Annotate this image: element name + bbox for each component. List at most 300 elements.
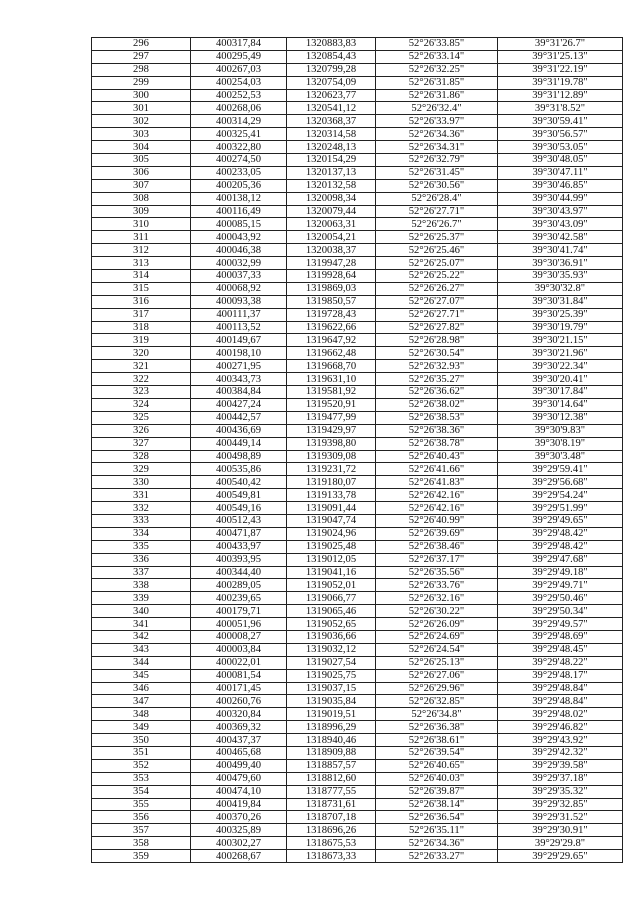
point-number-cell: 349	[92, 721, 191, 734]
point-number-cell: 298	[92, 63, 191, 76]
y-coordinate-cell: 1320038,37	[287, 244, 376, 257]
y-coordinate-cell: 1319019,51	[287, 708, 376, 721]
table-row	[92, 192, 623, 205]
point-number-cell: 320	[92, 347, 191, 360]
longitude-cell: 39°30'36.91"	[498, 257, 623, 270]
y-coordinate-cell: 1319869,03	[287, 282, 376, 295]
longitude-cell: 39°29'48.22"	[498, 656, 623, 669]
point-number-cell: 321	[92, 360, 191, 373]
longitude-cell: 39°30'21.15"	[498, 334, 623, 347]
x-coordinate-cell: 400498,89	[191, 450, 287, 463]
x-coordinate-cell: 400465,68	[191, 746, 287, 759]
table-row	[92, 270, 623, 283]
table-row	[92, 295, 623, 308]
x-coordinate-cell: 400022,01	[191, 656, 287, 669]
point-number-cell: 324	[92, 398, 191, 411]
table-row	[92, 527, 623, 540]
x-coordinate-cell: 400085,15	[191, 218, 287, 231]
point-number-cell: 353	[92, 772, 191, 785]
latitude-cell: 52°26'26.7"	[376, 218, 498, 231]
point-number-cell: 340	[92, 605, 191, 618]
y-coordinate-cell: 1320063,31	[287, 218, 376, 231]
y-coordinate-cell: 1318707,18	[287, 811, 376, 824]
x-coordinate-cell: 400008,27	[191, 630, 287, 643]
longitude-cell: 39°29'48.84"	[498, 695, 623, 708]
point-number-cell: 322	[92, 373, 191, 386]
longitude-cell: 39°29'48.17"	[498, 669, 623, 682]
longitude-cell: 39°30'14.64"	[498, 398, 623, 411]
table-row	[92, 772, 623, 785]
longitude-cell: 39°30'41.74"	[498, 244, 623, 257]
y-coordinate-cell: 1319052,65	[287, 618, 376, 631]
point-number-cell: 315	[92, 282, 191, 295]
point-number-cell: 348	[92, 708, 191, 721]
y-coordinate-cell: 1319035,84	[287, 695, 376, 708]
point-number-cell: 327	[92, 437, 191, 450]
longitude-cell: 39°29'49.57"	[498, 618, 623, 631]
longitude-cell: 39°29'29.65"	[498, 850, 623, 863]
latitude-cell: 52°26'29.96"	[376, 682, 498, 695]
table-row	[92, 579, 623, 592]
point-number-cell: 346	[92, 682, 191, 695]
x-coordinate-cell: 400274,50	[191, 154, 287, 167]
point-number-cell: 336	[92, 553, 191, 566]
longitude-cell: 39°29'48.84"	[498, 682, 623, 695]
latitude-cell: 52°26'33.76"	[376, 579, 498, 592]
latitude-cell: 52°26'41.83"	[376, 476, 498, 489]
longitude-cell: 39°30'19.79"	[498, 321, 623, 334]
latitude-cell: 52°26'40.43"	[376, 450, 498, 463]
point-number-cell: 309	[92, 205, 191, 218]
x-coordinate-cell: 400003,84	[191, 643, 287, 656]
latitude-cell: 52°26'36.54"	[376, 811, 498, 824]
latitude-cell: 52°26'38.61"	[376, 734, 498, 747]
latitude-cell: 52°26'35.27"	[376, 373, 498, 386]
x-coordinate-cell: 400393,95	[191, 553, 287, 566]
longitude-cell: 39°30'43.97"	[498, 205, 623, 218]
latitude-cell: 52°26'34.31"	[376, 141, 498, 154]
longitude-cell: 39°29'48.42"	[498, 527, 623, 540]
y-coordinate-cell: 1319231,72	[287, 463, 376, 476]
point-number-cell: 317	[92, 308, 191, 321]
x-coordinate-cell: 400302,27	[191, 837, 287, 850]
point-number-cell: 299	[92, 76, 191, 89]
longitude-cell: 39°29'42.32"	[498, 746, 623, 759]
x-coordinate-cell: 400549,16	[191, 502, 287, 515]
latitude-cell: 52°26'25.46"	[376, 244, 498, 257]
point-number-cell: 307	[92, 179, 191, 192]
latitude-cell: 52°26'41.66"	[376, 463, 498, 476]
table-row	[92, 424, 623, 437]
x-coordinate-cell: 400271,95	[191, 360, 287, 373]
point-number-cell: 358	[92, 837, 191, 850]
longitude-cell: 39°29'54.24"	[498, 489, 623, 502]
point-number-cell: 350	[92, 734, 191, 747]
table-row	[92, 605, 623, 618]
coordinates-table-body	[92, 38, 623, 863]
table-row	[92, 205, 623, 218]
y-coordinate-cell: 1320754,09	[287, 76, 376, 89]
table-row	[92, 618, 623, 631]
point-number-cell: 344	[92, 656, 191, 669]
longitude-cell: 39°31'22.19"	[498, 63, 623, 76]
longitude-cell: 39°29'35.32"	[498, 785, 623, 798]
x-coordinate-cell: 400325,41	[191, 128, 287, 141]
table-row	[92, 282, 623, 295]
x-coordinate-cell: 400436,69	[191, 424, 287, 437]
x-coordinate-cell: 400322,80	[191, 141, 287, 154]
longitude-cell: 39°30'17.84"	[498, 386, 623, 399]
y-coordinate-cell: 1320132,58	[287, 179, 376, 192]
point-number-cell: 347	[92, 695, 191, 708]
table-row	[92, 231, 623, 244]
longitude-cell: 39°30'46.85"	[498, 179, 623, 192]
y-coordinate-cell: 1320314,58	[287, 128, 376, 141]
y-coordinate-cell: 1319025,48	[287, 540, 376, 553]
y-coordinate-cell: 1319429,97	[287, 424, 376, 437]
latitude-cell: 52°26'27.71"	[376, 205, 498, 218]
y-coordinate-cell: 1319850,57	[287, 295, 376, 308]
latitude-cell: 52°26'39.87"	[376, 785, 498, 798]
table-row	[92, 630, 623, 643]
latitude-cell: 52°26'30.56"	[376, 179, 498, 192]
y-coordinate-cell: 1319036,66	[287, 630, 376, 643]
table-row	[92, 695, 623, 708]
x-coordinate-cell: 400239,65	[191, 592, 287, 605]
table-row	[92, 154, 623, 167]
y-coordinate-cell: 1319581,92	[287, 386, 376, 399]
longitude-cell: 39°30'56.57"	[498, 128, 623, 141]
table-row	[92, 502, 623, 515]
longitude-cell: 39°30'8.19"	[498, 437, 623, 450]
point-number-cell: 356	[92, 811, 191, 824]
point-number-cell: 339	[92, 592, 191, 605]
longitude-cell: 39°29'37.18"	[498, 772, 623, 785]
latitude-cell: 52°26'38.02"	[376, 398, 498, 411]
table-row	[92, 89, 623, 102]
y-coordinate-cell: 1319631,10	[287, 373, 376, 386]
y-coordinate-cell: 1319520,91	[287, 398, 376, 411]
table-row	[92, 115, 623, 128]
longitude-cell: 39°29'49.18"	[498, 566, 623, 579]
latitude-cell: 52°26'32.16"	[376, 592, 498, 605]
latitude-cell: 52°26'38.36"	[376, 424, 498, 437]
y-coordinate-cell: 1318940,46	[287, 734, 376, 747]
point-number-cell: 311	[92, 231, 191, 244]
longitude-cell: 39°31'8.52"	[498, 102, 623, 115]
y-coordinate-cell: 1319662,48	[287, 347, 376, 360]
longitude-cell: 39°29'48.45"	[498, 643, 623, 656]
x-coordinate-cell: 400081,54	[191, 669, 287, 682]
latitude-cell: 52°26'26.27"	[376, 282, 498, 295]
point-number-cell: 351	[92, 746, 191, 759]
point-number-cell: 332	[92, 502, 191, 515]
table-row	[92, 682, 623, 695]
y-coordinate-cell: 1319398,80	[287, 437, 376, 450]
x-coordinate-cell: 400032,99	[191, 257, 287, 270]
y-coordinate-cell: 1319037,15	[287, 682, 376, 695]
x-coordinate-cell: 400198,10	[191, 347, 287, 360]
x-coordinate-cell: 400233,05	[191, 166, 287, 179]
x-coordinate-cell: 400149,67	[191, 334, 287, 347]
latitude-cell: 52°26'40.65"	[376, 759, 498, 772]
point-number-cell: 313	[92, 257, 191, 270]
longitude-cell: 39°30'12.38"	[498, 411, 623, 424]
x-coordinate-cell: 400479,60	[191, 772, 287, 785]
table-row	[92, 102, 623, 115]
latitude-cell: 52°26'35.56"	[376, 566, 498, 579]
point-number-cell: 305	[92, 154, 191, 167]
table-row	[92, 489, 623, 502]
y-coordinate-cell: 1318731,61	[287, 798, 376, 811]
latitude-cell: 52°26'33.85"	[376, 38, 498, 51]
longitude-cell: 39°30'22.34"	[498, 360, 623, 373]
y-coordinate-cell: 1320098,34	[287, 192, 376, 205]
point-number-cell: 314	[92, 270, 191, 283]
table-row	[92, 514, 623, 527]
point-number-cell: 296	[92, 38, 191, 51]
table-row	[92, 708, 623, 721]
x-coordinate-cell: 400116,49	[191, 205, 287, 218]
latitude-cell: 52°26'30.22"	[376, 605, 498, 618]
longitude-cell: 39°29'47.68"	[498, 553, 623, 566]
y-coordinate-cell: 1319025,75	[287, 669, 376, 682]
point-number-cell: 326	[92, 424, 191, 437]
latitude-cell: 52°26'24.54"	[376, 643, 498, 656]
latitude-cell: 52°26'32.93"	[376, 360, 498, 373]
y-coordinate-cell: 1318996,29	[287, 721, 376, 734]
table-row	[92, 38, 623, 51]
table-row	[92, 837, 623, 850]
x-coordinate-cell: 400344,40	[191, 566, 287, 579]
y-coordinate-cell: 1319032,12	[287, 643, 376, 656]
point-number-cell: 357	[92, 824, 191, 837]
table-row	[92, 141, 623, 154]
longitude-cell: 39°29'59.41"	[498, 463, 623, 476]
x-coordinate-cell: 400325,89	[191, 824, 287, 837]
table-row	[92, 476, 623, 489]
table-row	[92, 50, 623, 63]
y-coordinate-cell: 1320079,44	[287, 205, 376, 218]
table-row	[92, 566, 623, 579]
table-row	[92, 373, 623, 386]
point-number-cell: 359	[92, 850, 191, 863]
table-row	[92, 386, 623, 399]
x-coordinate-cell: 400370,26	[191, 811, 287, 824]
x-coordinate-cell: 400093,38	[191, 295, 287, 308]
table-row	[92, 128, 623, 141]
y-coordinate-cell: 1319622,66	[287, 321, 376, 334]
x-coordinate-cell: 400068,92	[191, 282, 287, 295]
latitude-cell: 52°26'30.54"	[376, 347, 498, 360]
x-coordinate-cell: 400267,03	[191, 63, 287, 76]
table-row	[92, 179, 623, 192]
longitude-cell: 39°31'12.89"	[498, 89, 623, 102]
table-row	[92, 308, 623, 321]
latitude-cell: 52°26'42.16"	[376, 489, 498, 502]
x-coordinate-cell: 400289,05	[191, 579, 287, 592]
x-coordinate-cell: 400314,29	[191, 115, 287, 128]
point-number-cell: 355	[92, 798, 191, 811]
latitude-cell: 52°26'31.86"	[376, 89, 498, 102]
latitude-cell: 52°26'27.71"	[376, 308, 498, 321]
point-number-cell: 338	[92, 579, 191, 592]
y-coordinate-cell: 1319024,96	[287, 527, 376, 540]
point-number-cell: 334	[92, 527, 191, 540]
y-coordinate-cell: 1320623,77	[287, 89, 376, 102]
longitude-cell: 39°31'26.7"	[498, 38, 623, 51]
point-number-cell: 343	[92, 643, 191, 656]
table-row	[92, 334, 623, 347]
y-coordinate-cell: 1319041,16	[287, 566, 376, 579]
x-coordinate-cell: 400512,43	[191, 514, 287, 527]
latitude-cell: 52°26'28.4"	[376, 192, 498, 205]
table-row	[92, 321, 623, 334]
latitude-cell: 52°26'42.16"	[376, 502, 498, 515]
y-coordinate-cell: 1319728,43	[287, 308, 376, 321]
y-coordinate-cell: 1320368,37	[287, 115, 376, 128]
point-number-cell: 345	[92, 669, 191, 682]
latitude-cell: 52°26'27.06"	[376, 669, 498, 682]
latitude-cell: 52°26'34.36"	[376, 837, 498, 850]
latitude-cell: 52°26'38.14"	[376, 798, 498, 811]
table-row	[92, 540, 623, 553]
longitude-cell: 39°29'48.69"	[498, 630, 623, 643]
longitude-cell: 39°29'48.42"	[498, 540, 623, 553]
y-coordinate-cell: 1319066,77	[287, 592, 376, 605]
latitude-cell: 52°26'25.13"	[376, 656, 498, 669]
longitude-cell: 39°31'25.13"	[498, 50, 623, 63]
longitude-cell: 39°30'31.84"	[498, 295, 623, 308]
x-coordinate-cell: 400369,32	[191, 721, 287, 734]
y-coordinate-cell: 1319309,08	[287, 450, 376, 463]
x-coordinate-cell: 400442,57	[191, 411, 287, 424]
latitude-cell: 52°26'28.98"	[376, 334, 498, 347]
y-coordinate-cell: 1318777,55	[287, 785, 376, 798]
table-row	[92, 76, 623, 89]
latitude-cell: 52°26'39.69"	[376, 527, 498, 540]
table-row	[92, 398, 623, 411]
table-row	[92, 824, 623, 837]
x-coordinate-cell: 400171,45	[191, 682, 287, 695]
y-coordinate-cell: 1319012,05	[287, 553, 376, 566]
latitude-cell: 52°26'25.37"	[376, 231, 498, 244]
y-coordinate-cell: 1319668,70	[287, 360, 376, 373]
longitude-cell: 39°29'49.71"	[498, 579, 623, 592]
table-row	[92, 643, 623, 656]
table-row	[92, 553, 623, 566]
table-row	[92, 811, 623, 824]
point-number-cell: 319	[92, 334, 191, 347]
x-coordinate-cell: 400535,86	[191, 463, 287, 476]
x-coordinate-cell: 400260,76	[191, 695, 287, 708]
x-coordinate-cell: 400179,71	[191, 605, 287, 618]
latitude-cell: 52°26'36.62"	[376, 386, 498, 399]
longitude-cell: 39°31'19.78"	[498, 76, 623, 89]
point-number-cell: 329	[92, 463, 191, 476]
y-coordinate-cell: 1318673,33	[287, 850, 376, 863]
table-row	[92, 450, 623, 463]
x-coordinate-cell: 400268,67	[191, 850, 287, 863]
latitude-cell: 52°26'31.85"	[376, 76, 498, 89]
latitude-cell: 52°26'26.09"	[376, 618, 498, 631]
longitude-cell: 39°29'29.8"	[498, 837, 623, 850]
latitude-cell: 52°26'38.53"	[376, 411, 498, 424]
y-coordinate-cell: 1319027,54	[287, 656, 376, 669]
x-coordinate-cell: 400320,84	[191, 708, 287, 721]
longitude-cell: 39°30'20.41"	[498, 373, 623, 386]
y-coordinate-cell: 1320541,12	[287, 102, 376, 115]
longitude-cell: 39°30'44.99"	[498, 192, 623, 205]
y-coordinate-cell: 1319947,28	[287, 257, 376, 270]
y-coordinate-cell: 1319047,74	[287, 514, 376, 527]
longitude-cell: 39°29'51.99"	[498, 502, 623, 515]
x-coordinate-cell: 400037,33	[191, 270, 287, 283]
longitude-cell: 39°30'32.8"	[498, 282, 623, 295]
y-coordinate-cell: 1318696,26	[287, 824, 376, 837]
latitude-cell: 52°26'25.22"	[376, 270, 498, 283]
table-row	[92, 798, 623, 811]
y-coordinate-cell: 1318812,60	[287, 772, 376, 785]
x-coordinate-cell: 400138,12	[191, 192, 287, 205]
x-coordinate-cell: 400384,84	[191, 386, 287, 399]
x-coordinate-cell: 400111,37	[191, 308, 287, 321]
y-coordinate-cell: 1320054,21	[287, 231, 376, 244]
x-coordinate-cell: 400343,73	[191, 373, 287, 386]
table-row	[92, 850, 623, 863]
y-coordinate-cell: 1319647,92	[287, 334, 376, 347]
latitude-cell: 52°26'40.99"	[376, 514, 498, 527]
y-coordinate-cell: 1318675,53	[287, 837, 376, 850]
longitude-cell: 39°30'9.83"	[498, 424, 623, 437]
x-coordinate-cell: 400317,84	[191, 38, 287, 51]
y-coordinate-cell: 1318857,57	[287, 759, 376, 772]
longitude-cell: 39°30'47.11"	[498, 166, 623, 179]
longitude-cell: 39°30'25.39"	[498, 308, 623, 321]
y-coordinate-cell: 1319180,07	[287, 476, 376, 489]
latitude-cell: 52°26'37.17"	[376, 553, 498, 566]
table-row	[92, 411, 623, 424]
x-coordinate-cell: 400433,97	[191, 540, 287, 553]
latitude-cell: 52°26'32.25"	[376, 63, 498, 76]
longitude-cell: 39°29'56.68"	[498, 476, 623, 489]
longitude-cell: 39°30'35.93"	[498, 270, 623, 283]
point-number-cell: 331	[92, 489, 191, 502]
y-coordinate-cell: 1320154,29	[287, 154, 376, 167]
latitude-cell: 52°26'33.14"	[376, 50, 498, 63]
longitude-cell: 39°29'49.65"	[498, 514, 623, 527]
x-coordinate-cell: 400051,96	[191, 618, 287, 631]
x-coordinate-cell: 400471,87	[191, 527, 287, 540]
y-coordinate-cell: 1319133,78	[287, 489, 376, 502]
longitude-cell: 39°30'3.48"	[498, 450, 623, 463]
latitude-cell: 52°26'39.54"	[376, 746, 498, 759]
y-coordinate-cell: 1320137,13	[287, 166, 376, 179]
point-number-cell: 318	[92, 321, 191, 334]
longitude-cell: 39°30'21.96"	[498, 347, 623, 360]
latitude-cell: 52°26'24.69"	[376, 630, 498, 643]
point-number-cell: 303	[92, 128, 191, 141]
latitude-cell: 52°26'27.07"	[376, 295, 498, 308]
latitude-cell: 52°26'32.79"	[376, 154, 498, 167]
point-number-cell: 301	[92, 102, 191, 115]
longitude-cell: 39°30'43.09"	[498, 218, 623, 231]
latitude-cell: 52°26'25.07"	[376, 257, 498, 270]
latitude-cell: 52°26'33.97"	[376, 115, 498, 128]
x-coordinate-cell: 400113,52	[191, 321, 287, 334]
table-row	[92, 759, 623, 772]
y-coordinate-cell: 1318909,88	[287, 746, 376, 759]
